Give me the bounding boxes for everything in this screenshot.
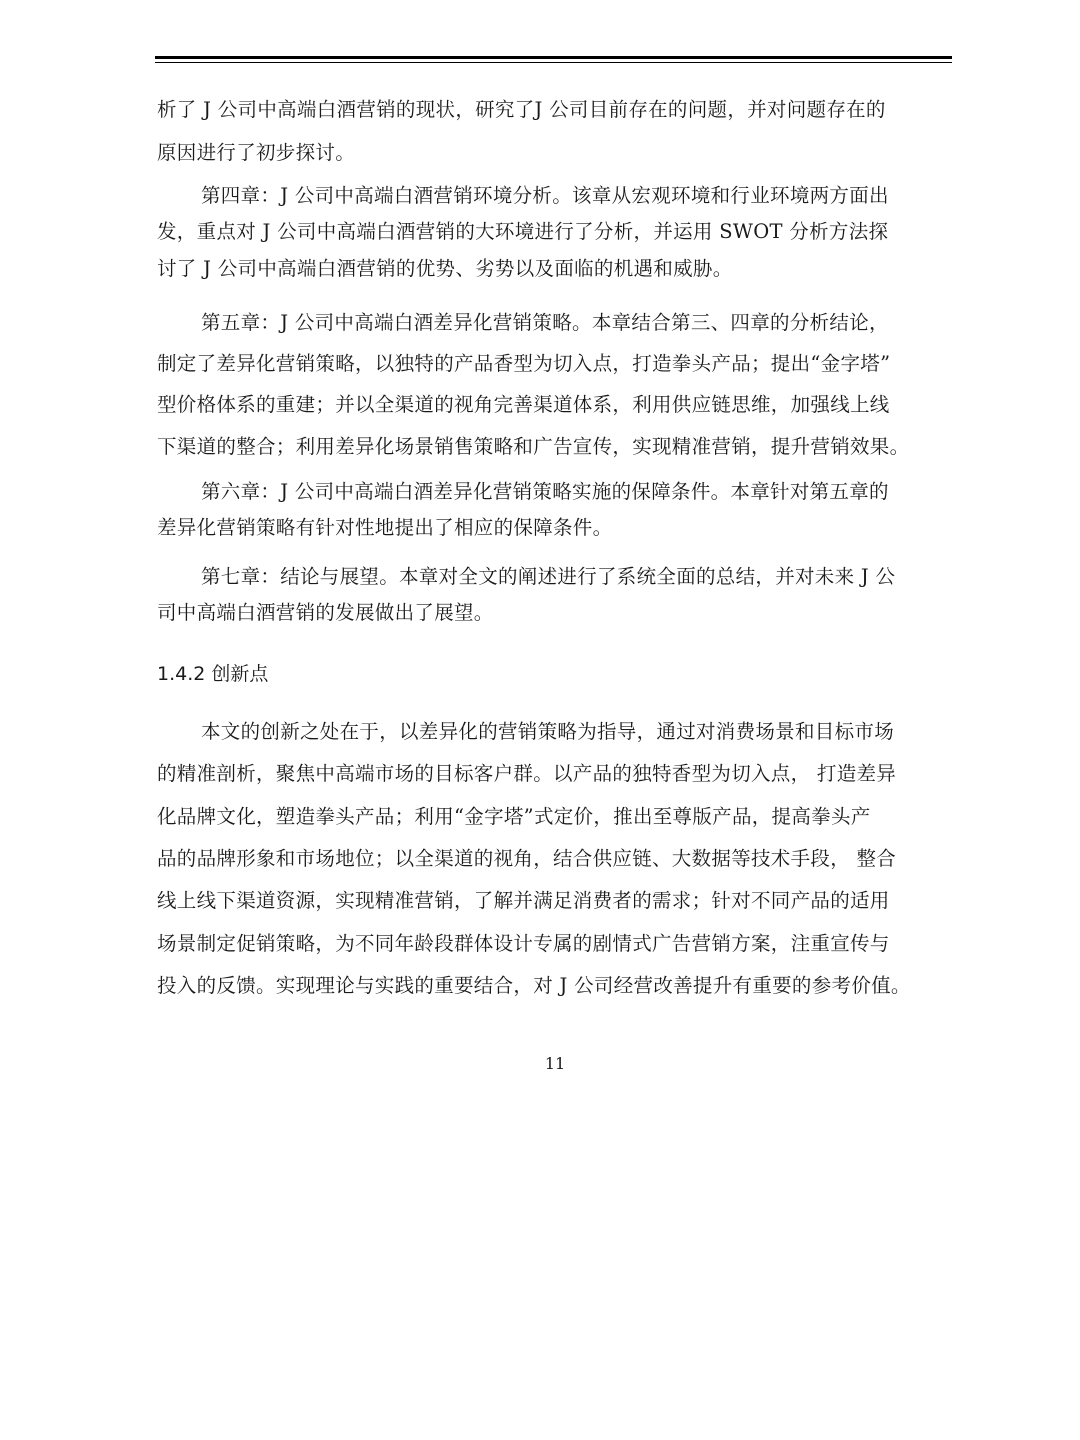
body-text-line: 品的品牌形象和市场地位；以全渠道的视角，结合供应链、大数据等技术手段， 整合 [157,847,897,870]
body-text-line: 第四章：J 公司中高端白酒营销环境分析。该章从宏观环境和行业环境两方面出 [201,184,889,207]
body-text-line: 析了 J 公司中高端白酒营销的现状，研究了J 公司目前存在的问题，并对问题存在的 [157,98,886,121]
body-text-line: 型价格体系的重建；并以全渠道的视角完善渠道体系，利用供应链思维，加强线上线 [157,393,890,416]
body-text-line: 化品牌文化，塑造拳头产品；利用“金字塔”式定价，推出至尊版产品，提高拳头产 [157,805,871,828]
body-text-line: 第五章：J 公司中高端白酒差异化营销策略。本章结合第三、四章的分析结论， [201,311,889,334]
body-text-line: 原因进行了初步探讨。 [157,141,356,164]
body-text-line: 下渠道的整合；利用差异化场景销售策略和广告宣传，实现精准营销，提升营销效果。 [157,435,910,458]
body-text-line: 司中高端白酒营销的发展做出了展望。 [157,601,494,624]
body-text-line: 本文的创新之处在于，以差异化的营销策略为指导，通过对消费场景和目标市场 [201,720,895,743]
header-rule-thin [155,62,952,63]
body-text-line: 发，重点对 J 公司中高端白酒营销的大环境进行了分析，并运用 SWOT 分析方法探 [157,220,889,243]
header-rule [155,56,952,59]
page-number: 11 [544,1054,566,1073]
section-heading: 1.4.2 创新点 [157,663,269,685]
body-text-line: 场景制定促销策略，为不同年龄段群体设计专属的剧情式广告营销方案，注重宣传与 [157,932,890,955]
body-text-line: 差异化营销策略有针对性地提出了相应的保障条件。 [157,516,613,539]
body-text-line: 讨了 J 公司中高端白酒营销的优势、劣势以及面临的机遇和威胁。 [157,257,733,280]
body-text-line: 投入的反馈。实现理论与实践的重要结合，对 J 公司经营改善提升有重要的参考价值。 [157,974,911,997]
body-text-line: 的精准剖析，聚焦中高端市场的目标客户群。以产品的独特香型为切入点， 打造差异 [157,762,897,785]
body-text-line: 制定了差异化营销策略，以独特的产品香型为切入点，打造拳头产品；提出“金字塔” [157,352,891,375]
body-text-line: 第六章：J 公司中高端白酒差异化营销策略实施的保障条件。本章针对第五章的 [201,480,889,503]
body-text-line: 第七章：结论与展望。本章对全文的阐述进行了系统全面的总结，并对未来 J 公 [201,565,896,588]
body-text-line: 线上线下渠道资源，实现精准营销，了解并满足消费者的需求；针对不同产品的适用 [157,889,890,912]
